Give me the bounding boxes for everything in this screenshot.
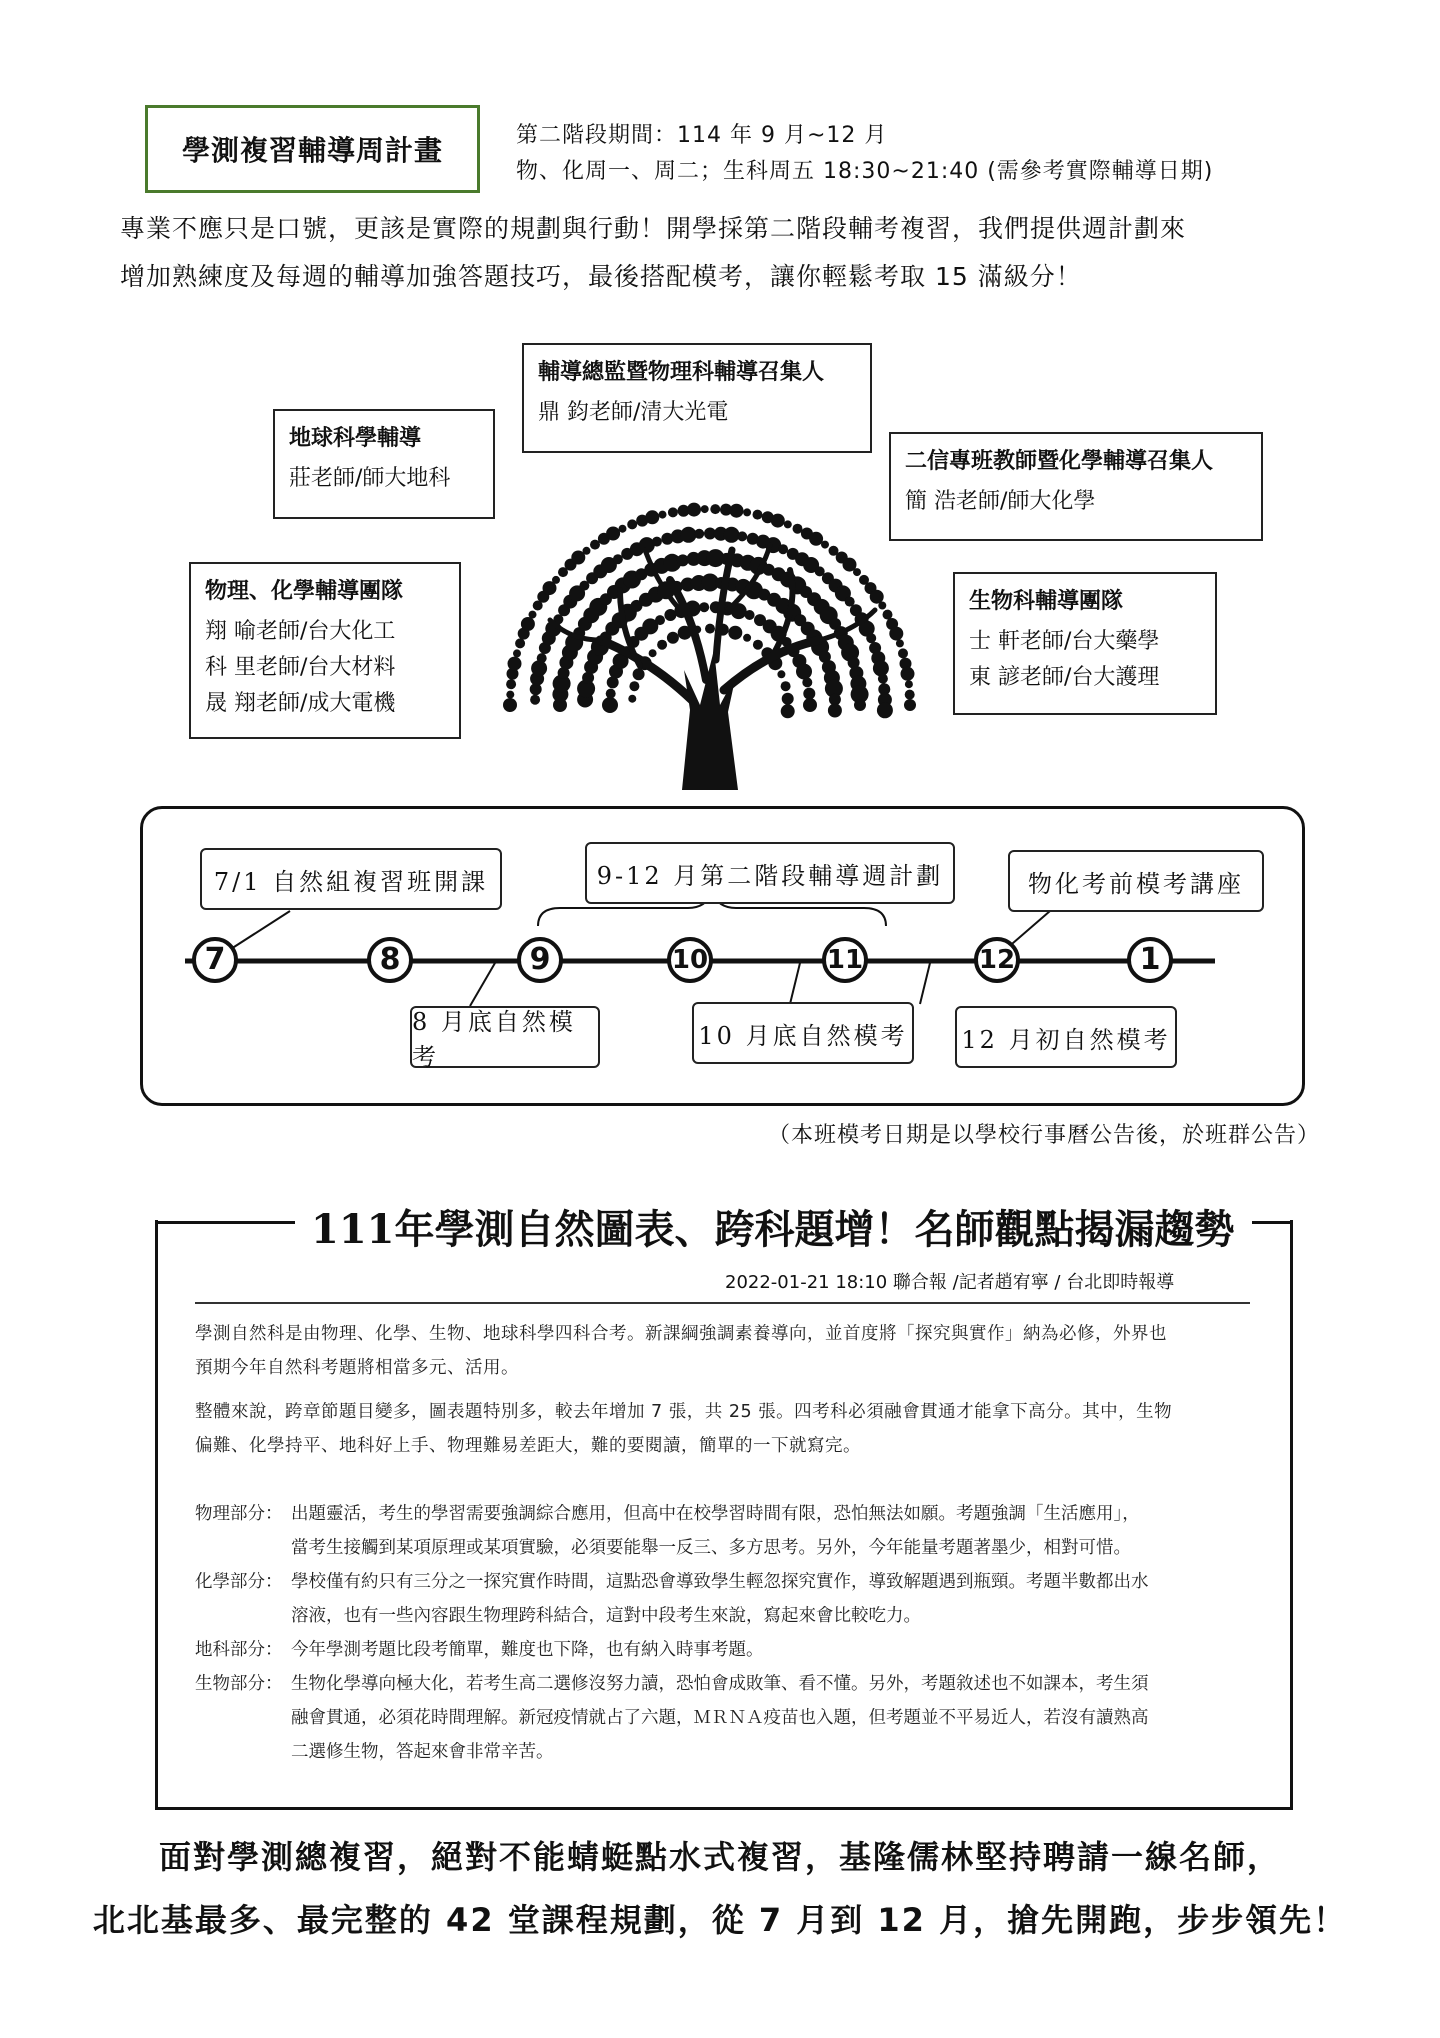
stage-period bbox=[516, 118, 1213, 190]
canopy-dot bbox=[606, 689, 616, 699]
canopy-dot bbox=[649, 649, 657, 657]
canopy-dot bbox=[883, 610, 893, 620]
canopy-dot bbox=[629, 681, 639, 691]
event-dec-exam: 12 月初自然模考 bbox=[955, 1006, 1177, 1068]
article-byline: 2022-01-21 18:10 聯合報 /記者趙宥寧 / 台北即時報導 bbox=[725, 1272, 1175, 1293]
canopy-dot bbox=[508, 657, 522, 671]
section-physics bbox=[195, 1497, 1255, 1565]
period-dates: 第二階段期間：114 年 9 月~12 月 bbox=[516, 123, 888, 148]
footer-line-1: 面對學測總複習，絕對不能蜻蜓點水式複習，基隆儒林堅持聘請一線名師， bbox=[158, 1838, 1281, 1876]
canopy-dot bbox=[877, 702, 893, 718]
section-label: 生物部分： bbox=[195, 1674, 283, 1694]
canopy-dot bbox=[537, 653, 547, 663]
canopy-dot bbox=[878, 602, 886, 610]
canopy-dot bbox=[896, 639, 904, 647]
section-label: 地科部分： bbox=[195, 1640, 283, 1660]
exam-date-note: （本班模考日期是以學校行事曆公告後，於班群公告） bbox=[767, 1123, 1320, 1148]
canopy-dot bbox=[655, 615, 665, 625]
canopy-dot bbox=[784, 520, 792, 528]
team-pc-heading: 物理、化學輔導團隊 bbox=[205, 579, 404, 604]
canopy-dot bbox=[828, 704, 842, 718]
section-earth-science bbox=[195, 1633, 1255, 1667]
canopy-dot bbox=[645, 510, 659, 524]
canopy-dot bbox=[802, 677, 812, 687]
canopy-dot bbox=[521, 617, 535, 631]
event-july-start: 7/1 自然組複習班開課 bbox=[200, 848, 502, 910]
team-bio-member: 東 諺老師/台大護理 bbox=[969, 665, 1160, 690]
canopy-dot bbox=[710, 504, 720, 514]
canopy-dot bbox=[699, 602, 709, 612]
paragraph-line: 偏難、化學持平、地科好上手、物理難易差距大，難的要閱讀，簡單的一下就寫完。 bbox=[195, 1436, 861, 1456]
article-border-right bbox=[1252, 1221, 1293, 1224]
section-line: 二選修生物，答起來會非常辛苦。 bbox=[291, 1742, 554, 1762]
canopy-dot bbox=[694, 529, 704, 539]
team-pc-member: 翔 喻老師/台大化工 bbox=[205, 619, 396, 644]
tree-icon bbox=[470, 490, 950, 790]
canopy-dot bbox=[781, 681, 791, 691]
team-biology bbox=[953, 572, 1217, 715]
article-title: 111年學測自然圖表、跨科題增！名師觀點揭漏趨勢 bbox=[295, 1198, 1251, 1255]
canopy-dot bbox=[821, 541, 829, 549]
canopy-dot bbox=[866, 633, 876, 643]
canopy-dot bbox=[583, 547, 591, 555]
section-line: 學校僅有約只有三分之一探究實作時間，這點恐會導致學生輕忽探究實作，導致解題遇到瓶頸。考題半數都出水 bbox=[291, 1572, 1149, 1592]
article-paragraph-1 bbox=[195, 1317, 1255, 1385]
canopy-dot bbox=[506, 679, 516, 689]
canopy-dot bbox=[873, 660, 889, 676]
team-earth-science bbox=[273, 409, 495, 519]
section-line: 當考生接觸到某項原理或某項實驗，必須要能舉一反三、多方思考。另外，今年能量考題著墨少，相對可惜。 bbox=[291, 1538, 1131, 1558]
team-bio-heading: 生物科輔導團隊 bbox=[969, 589, 1124, 614]
month-label: 9 bbox=[529, 942, 551, 977]
canopy-dot bbox=[701, 505, 709, 513]
canopy-dot bbox=[619, 525, 627, 533]
team-director bbox=[522, 343, 872, 453]
section-line: 融會貫通，必須花時間理解。新冠疫情就占了六題，ＭＲＮＡ疫苗也入題，但考題並不平易近人，若沒有讀熟高 bbox=[291, 1708, 1149, 1728]
month-label: 12 bbox=[978, 945, 1016, 975]
canopy-dot bbox=[530, 695, 540, 705]
month-label: 8 bbox=[379, 942, 401, 977]
team-earth-heading: 地球科學輔導 bbox=[289, 426, 422, 451]
team-pc-member: 晟 翔老師/成大電機 bbox=[205, 691, 396, 716]
canopy-dot bbox=[668, 507, 678, 517]
intro-text bbox=[120, 205, 1320, 301]
paragraph-line: 整體來說，跨章節題目變多，圖表題特別多，較去年增加 7 張，共 25 張。四考科必須融會貫通才能拿下高分。其中，生物 bbox=[195, 1402, 1173, 1422]
canopy-dot bbox=[743, 634, 751, 642]
canopy-dot bbox=[737, 531, 747, 541]
team-bio-member: 士 軒老師/台大藥學 bbox=[969, 629, 1160, 654]
event-stage2: 9-12 月第二階段輔導週計劃 bbox=[585, 842, 955, 904]
paragraph-line: 預期今年自然科考題將相當多元、活用。 bbox=[195, 1358, 519, 1378]
canopy-dot bbox=[627, 519, 637, 529]
byline-divider bbox=[195, 1302, 1250, 1304]
canopy-dot bbox=[889, 627, 903, 641]
canopy-dot bbox=[905, 680, 913, 688]
canopy-dot bbox=[901, 667, 915, 681]
canopy-dot bbox=[503, 698, 517, 712]
canopy-dot bbox=[531, 660, 547, 676]
canopy-dot bbox=[771, 514, 785, 528]
canopy-dot bbox=[687, 503, 701, 517]
canopy-dot bbox=[904, 699, 916, 711]
event-oct-exam: 10 月底自然模考 bbox=[692, 1002, 914, 1064]
section-line: 今年學測考題比段考簡單，難度也下降，也有納入時事考題。 bbox=[291, 1640, 764, 1660]
canopy-dot bbox=[782, 693, 794, 705]
canopy-dot bbox=[613, 554, 623, 564]
canopy-dot bbox=[606, 527, 620, 541]
canopy-dot bbox=[878, 674, 888, 684]
team-chemistry bbox=[889, 432, 1263, 541]
canopy-dot bbox=[854, 699, 866, 711]
canopy-dot bbox=[513, 649, 521, 657]
canopy-dot bbox=[730, 504, 744, 518]
canopy-dot bbox=[898, 648, 908, 658]
canopy-dot bbox=[667, 632, 679, 644]
intro-line-1: 專業不應只是口號，更該是實際的規劃與行動！開學採第二階段輔考複習，我們提供週計劃來 bbox=[120, 214, 1187, 243]
canopy-dot bbox=[657, 640, 667, 650]
paragraph-line: 學測自然科是由物理、化學、生物、地球科學四科合考。新課綱強調素養導向，並首度將「探究與實作」納為必修，外界也 bbox=[195, 1324, 1167, 1344]
canopy-dot bbox=[809, 532, 823, 546]
event-lecture: 物化考前模考講座 bbox=[1008, 850, 1264, 912]
section-label: 物理部分： bbox=[195, 1504, 283, 1524]
footer-line-2: 北北基最多、最完整的 42 堂課程規劃，從 7 月到 12 月，搶先開跑，步步領先！ bbox=[92, 1901, 1348, 1939]
section-line: 出題靈活，考生的學習需要強調綜合應用，但高中在校學習時間有限，恐怕無法如願。考題強調「生活應用」， bbox=[291, 1504, 1140, 1524]
canopy-dot bbox=[515, 638, 525, 648]
canopy-dot bbox=[853, 568, 861, 576]
team-chem-member: 簡 浩老師/師大化學 bbox=[905, 489, 1096, 514]
team-director-member: 鼎 鈞老師/清大光電 bbox=[538, 400, 729, 425]
canopy-dot bbox=[803, 698, 817, 712]
canopy-dot bbox=[753, 640, 763, 650]
canopy-dot bbox=[905, 690, 915, 700]
article-border-left bbox=[155, 1221, 295, 1224]
canopy-dot bbox=[602, 697, 618, 713]
canopy-dot bbox=[803, 688, 815, 700]
event-aug-exam: 8 月底自然模考 bbox=[410, 1006, 600, 1068]
canopy-dot bbox=[681, 527, 697, 543]
team-chem-heading: 二信專班教師暨化學輔導召集人 bbox=[905, 449, 1214, 474]
canopy-dot bbox=[778, 544, 788, 554]
canopy-dot bbox=[652, 537, 662, 547]
section-line: 生物化學導向極大化，若考生高二選修沒努力讀，恐怕會成敗筆、看不懂。另外，考題敘述也不如課本，考生須 bbox=[291, 1674, 1149, 1694]
canopy-dot bbox=[724, 527, 740, 543]
month-label: 11 bbox=[826, 945, 864, 975]
month-label: 10 bbox=[671, 945, 709, 975]
canopy-dot bbox=[506, 691, 514, 699]
canopy-dot bbox=[628, 695, 636, 703]
team-physics-chemistry bbox=[189, 562, 461, 739]
section-biology bbox=[195, 1667, 1255, 1769]
month-label: 7 bbox=[204, 942, 226, 977]
canopy-dot bbox=[777, 670, 785, 678]
article-paragraph-2 bbox=[195, 1395, 1255, 1463]
month-label: 1 bbox=[1139, 942, 1161, 977]
intro-line-2: 增加熟練度及每週的輔導加強答題技巧，最後搭配模考，讓你輕鬆考取 15 滿級分！ bbox=[120, 262, 1082, 291]
period-schedule: 物、化周一、周二；生科周五 18:30~21:40 (需參考實際輔導日期) bbox=[516, 159, 1214, 184]
canopy-dot bbox=[796, 664, 812, 680]
canopy-dot bbox=[552, 576, 560, 584]
section-chemistry bbox=[195, 1565, 1255, 1633]
canopy-dot bbox=[659, 511, 667, 519]
canopy-dot bbox=[793, 524, 803, 534]
canopy-dot bbox=[753, 510, 763, 520]
section-line: 溶液，也有一些內容跟生物理跨科結合，這對中段考生來說，寫起來會比較吃力。 bbox=[291, 1606, 921, 1626]
team-earth-member: 莊老師/師大地科 bbox=[289, 466, 451, 491]
canopy-dot bbox=[529, 611, 537, 619]
canopy-dot bbox=[728, 626, 742, 640]
canopy-dot bbox=[743, 508, 751, 516]
canopy-dot bbox=[705, 624, 715, 634]
plan-title: 學測複習輔導周計畫 bbox=[145, 105, 480, 193]
section-label: 化學部分： bbox=[195, 1572, 283, 1592]
team-director-heading: 輔導總監暨物理科輔導召集人 bbox=[538, 360, 825, 385]
canopy-dot bbox=[633, 668, 645, 680]
canopy-dot bbox=[781, 704, 795, 718]
canopy-dot bbox=[745, 610, 755, 620]
team-pc-member: 科 里老師/台大材料 bbox=[205, 655, 396, 680]
